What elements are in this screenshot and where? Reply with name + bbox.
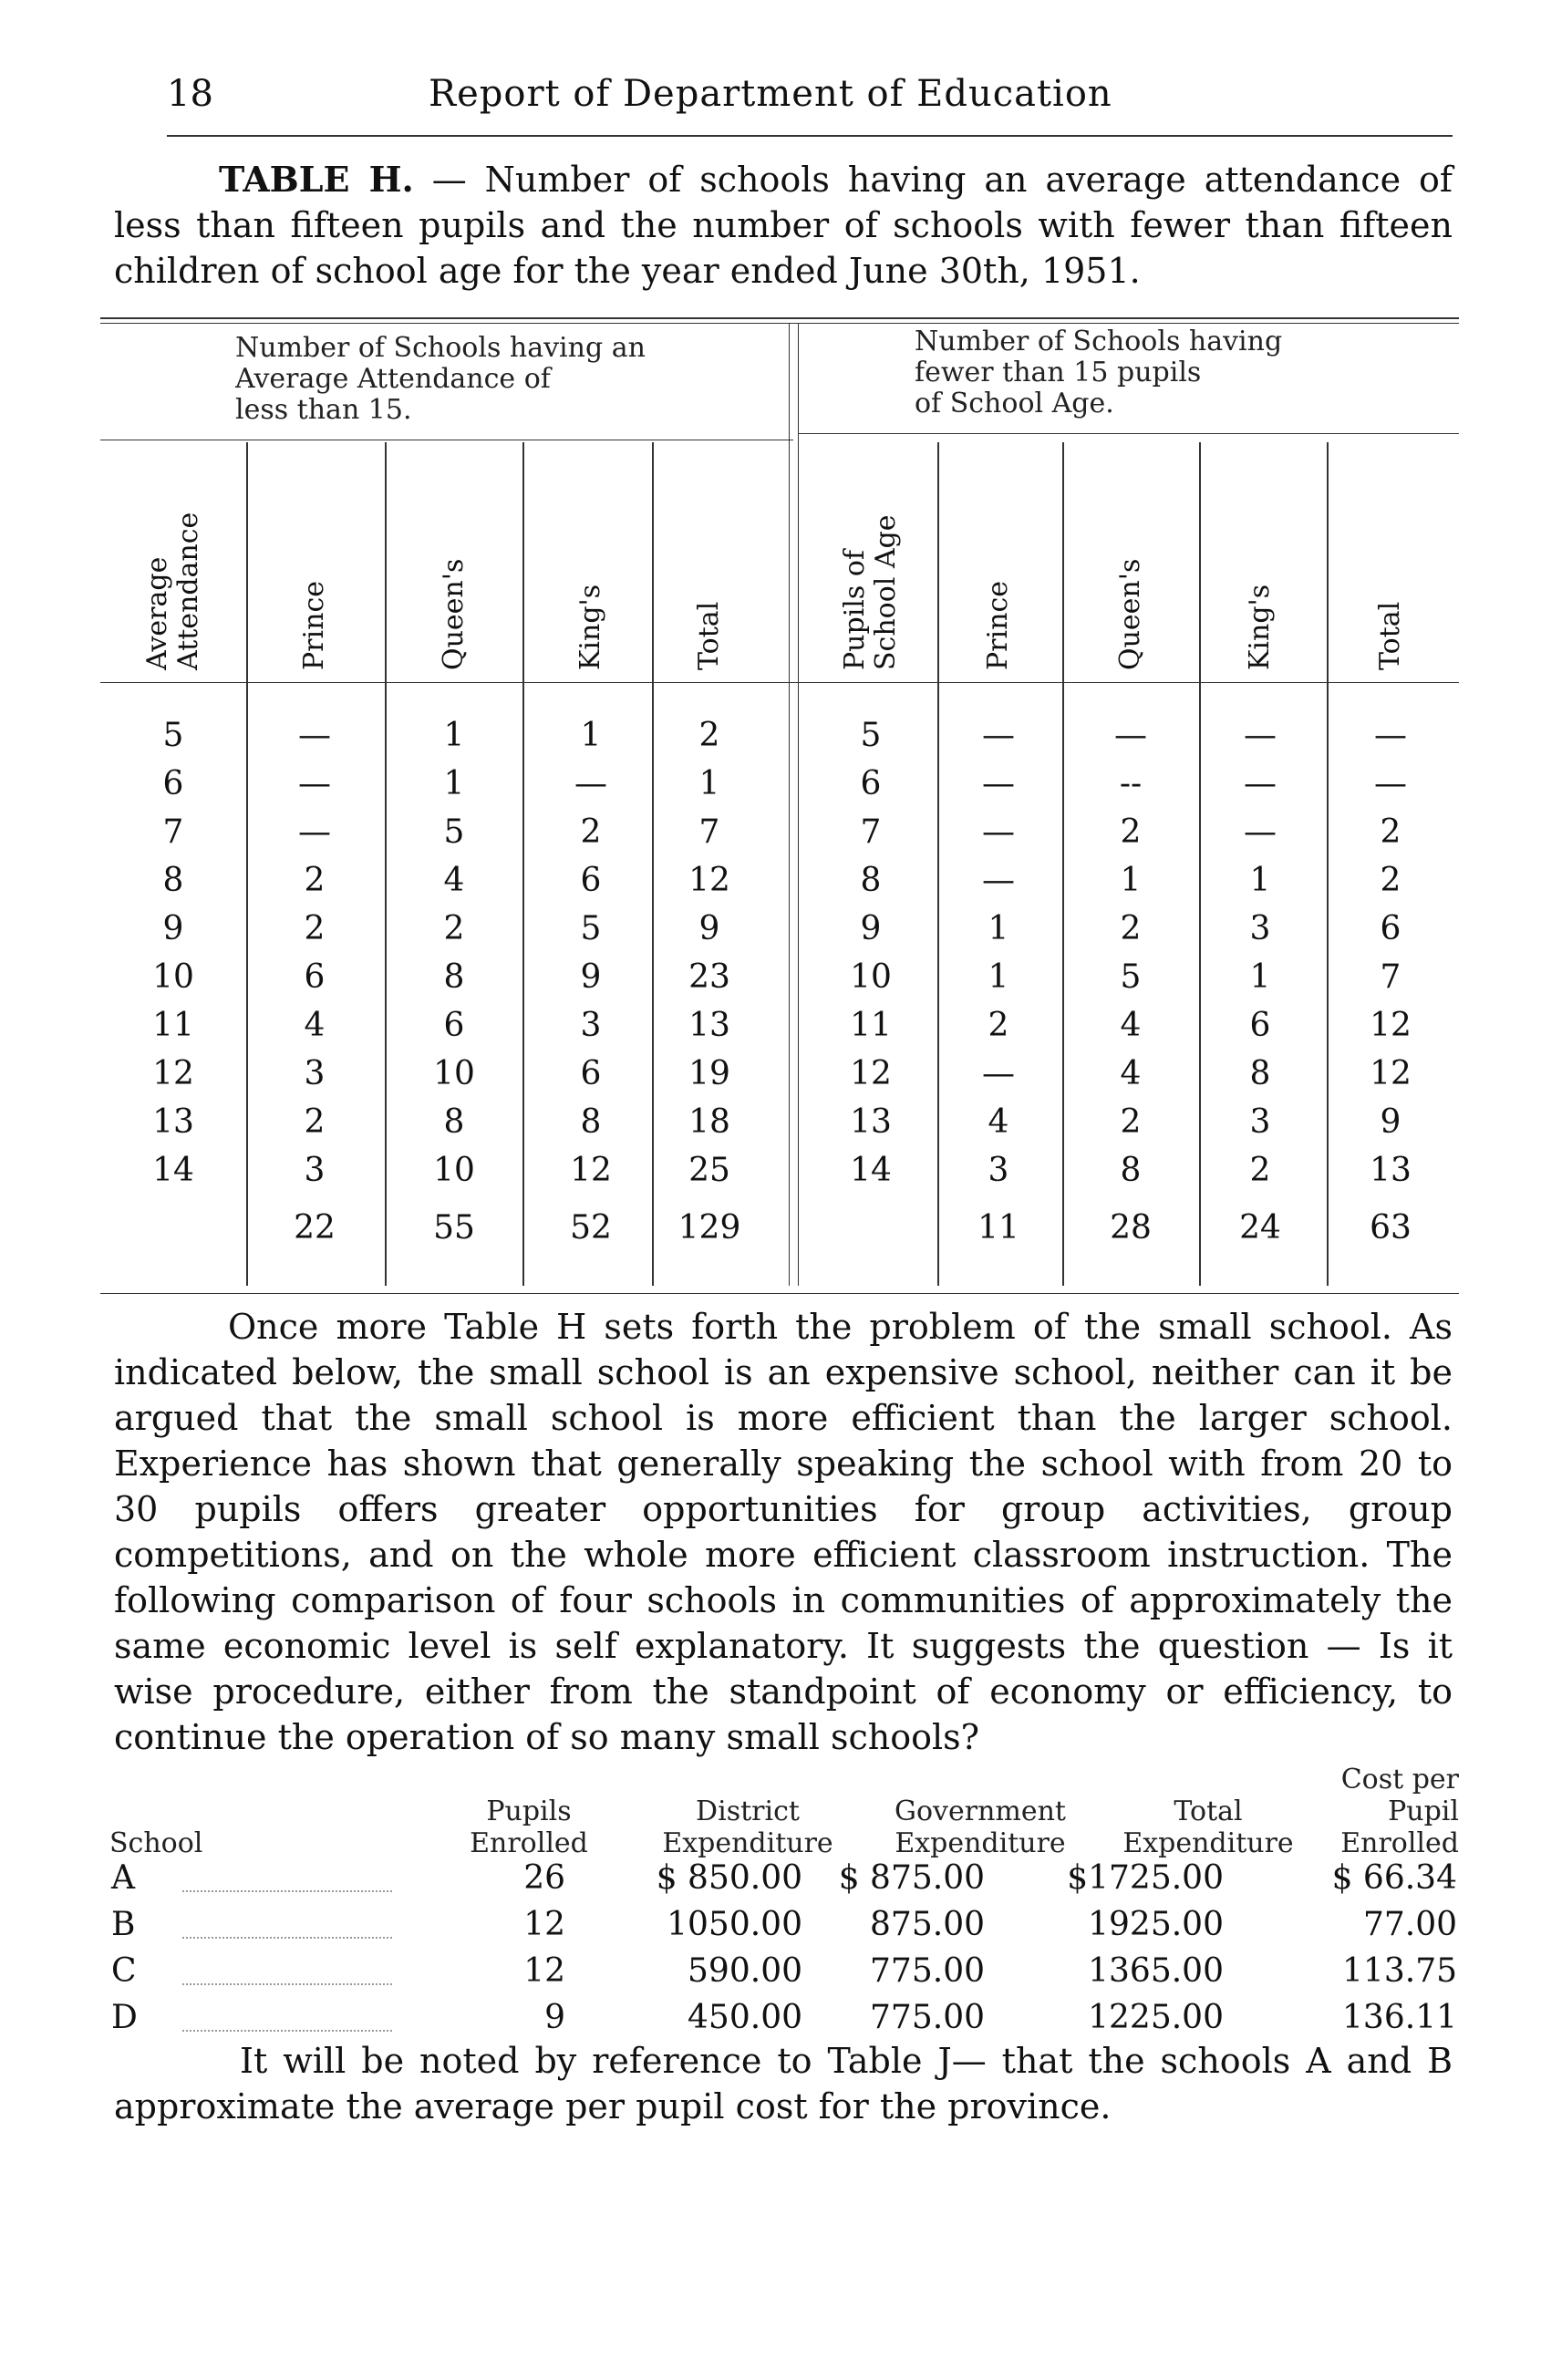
cost-row-government: $ 875.00 <box>838 1859 985 1897</box>
table-cell: 3 <box>304 1152 326 1189</box>
header-district-line-2: Expenditure <box>662 1827 833 1859</box>
table-cell: 2 <box>304 1103 326 1141</box>
total-cell: 24 <box>1239 1209 1281 1247</box>
table-cell: 6 <box>580 1055 602 1092</box>
table-cell: — <box>298 717 331 754</box>
group-left-line-1: Number of Schools having an <box>235 332 646 364</box>
table-cell: 2 <box>304 910 326 947</box>
table-cell: 4 <box>988 1103 1009 1141</box>
table-cell: 8 <box>1120 1152 1142 1189</box>
table-cell: 9 <box>162 910 184 947</box>
table-cell: 5 <box>860 717 882 754</box>
caption-text: — Number of schools having an average attendance of less than fifteen pupils and the number of schools with fewer than fifteen children of school age for the year ended June 30th, 1951. <box>114 160 1453 291</box>
table-cell: 2 <box>1380 862 1401 899</box>
col-header-kings: King's <box>574 584 606 670</box>
cost-row-government: 775.00 <box>870 1999 985 2036</box>
table-cell: — <box>1244 717 1277 754</box>
col-header-prince: Prince <box>298 581 330 670</box>
header-total-line-1: Total <box>1174 1795 1243 1827</box>
table-cell: 12 <box>570 1152 612 1189</box>
cost-row-total: $1725.00 <box>1067 1859 1224 1897</box>
table-cell: 18 <box>688 1103 730 1141</box>
table-cell: 7 <box>860 813 882 851</box>
table-cell: 9 <box>860 910 882 947</box>
table-cell: 14 <box>152 1152 194 1189</box>
table-cell: 3 <box>1249 910 1271 947</box>
table-cell: 2 <box>443 910 465 947</box>
table-cell: -- <box>1119 765 1143 802</box>
group-right-line-2: fewer than 15 pupils <box>915 357 1202 388</box>
total-cell: 129 <box>677 1209 741 1247</box>
table-cell: — <box>1244 765 1277 802</box>
table-cell: — <box>298 813 331 851</box>
table-cell: 1 <box>1249 958 1271 996</box>
page-header <box>0 73 1541 128</box>
table-bottom-rule <box>100 1293 1459 1294</box>
cost-row-school: B <box>111 1906 136 1943</box>
table-cell: 1 <box>988 910 1009 947</box>
table-cell: 2 <box>988 1007 1009 1044</box>
table-cell: 8 <box>1249 1055 1271 1092</box>
cost-row-cost-per-pupil: 136.11 <box>1342 1999 1457 2036</box>
caption-label: TABLE H. <box>219 159 414 200</box>
table-cell: 8 <box>443 958 465 996</box>
total-cell: 28 <box>1110 1209 1152 1247</box>
table-cell: 2 <box>1380 813 1401 851</box>
leader-dots <box>182 1890 392 1892</box>
table-cell: 9 <box>580 958 602 996</box>
table-cell: 9 <box>1380 1103 1401 1141</box>
table-cell: 13 <box>850 1103 892 1141</box>
cost-row-government: 875.00 <box>870 1906 985 1943</box>
table-cell: 10 <box>433 1152 475 1189</box>
header-cost-line-3: Enrolled <box>1340 1827 1459 1859</box>
table-cell: — <box>982 862 1015 899</box>
table-cell: 8 <box>162 862 184 899</box>
leader-dots <box>182 1937 392 1939</box>
col-header-total: Total <box>693 601 725 670</box>
table-cell: — <box>1374 717 1407 754</box>
table-cell: 1 <box>1120 862 1142 899</box>
header-body-rule <box>100 682 1459 683</box>
table-cell: 10 <box>433 1055 475 1092</box>
table-cell: 3 <box>304 1055 326 1092</box>
header-pupils-line-1: Pupils <box>486 1795 572 1827</box>
total-cell: 52 <box>570 1209 612 1247</box>
table-cell: 6 <box>860 765 882 802</box>
cost-row-total: 1225.00 <box>1088 1999 1224 2036</box>
col-header-queens: Queen's <box>438 558 470 670</box>
table-cell: — <box>1114 717 1147 754</box>
table-cell: — <box>298 765 331 802</box>
total-cell: 22 <box>294 1209 336 1247</box>
table-cell: 1 <box>1249 862 1271 899</box>
col-header-average-attendance: Average Attendance <box>141 512 204 670</box>
table-cell: — <box>1374 765 1407 802</box>
table-cell: 12 <box>152 1055 194 1092</box>
header-school: School <box>109 1827 203 1859</box>
table-cell: 8 <box>860 862 882 899</box>
cost-row-school: C <box>111 1952 137 1990</box>
cost-row-district: $ 850.00 <box>656 1859 802 1897</box>
header-cost-line-1: Cost per <box>1340 1764 1459 1795</box>
table-cell: 3 <box>1249 1103 1271 1141</box>
table-cell: 6 <box>162 765 184 802</box>
header-government-line-1: Government <box>895 1795 1066 1827</box>
header-government-line-2: Expenditure <box>895 1827 1066 1859</box>
table-cell: 2 <box>1120 1103 1142 1141</box>
table-cell: 7 <box>698 813 720 851</box>
table-cell: 1 <box>580 717 602 754</box>
header-district-line-1: District <box>696 1795 800 1827</box>
table-cell: 1 <box>988 958 1009 996</box>
column-rule <box>1327 442 1329 1286</box>
table-cell: 2 <box>1249 1152 1271 1189</box>
col-header-prince-2: Prince <box>982 581 1014 670</box>
cost-row-pupils: 9 <box>544 1999 565 2036</box>
cost-row-total: 1925.00 <box>1088 1906 1224 1943</box>
group-header-right <box>915 326 1425 419</box>
cost-row-cost-per-pupil: 77.00 <box>1362 1906 1457 1943</box>
table-cell: 3 <box>580 1007 602 1044</box>
table-cell: 13 <box>688 1007 730 1044</box>
table-cell: 4 <box>443 862 465 899</box>
table-cell: 6 <box>304 958 326 996</box>
col-header-kings-2: King's <box>1244 584 1276 670</box>
total-cell: 63 <box>1370 1209 1412 1247</box>
group-left-line-2: Average Attendance of <box>235 363 551 395</box>
header-total-line-2: Expenditure <box>1122 1827 1294 1859</box>
running-title: Report of Department of Education <box>429 73 1112 115</box>
group-right-line-1: Number of Schools having <box>915 326 1283 357</box>
table-cell: — <box>982 1055 1015 1092</box>
group-right-line-3: of School Age. <box>915 388 1114 419</box>
table-cell: 2 <box>580 813 602 851</box>
group-header-left <box>235 333 782 426</box>
header-pupils-line-2: Enrolled <box>470 1827 588 1859</box>
table-cell: 10 <box>850 958 892 996</box>
table-cell: 2 <box>1120 910 1142 947</box>
table-cell: 5 <box>162 717 184 754</box>
cost-row-district: 590.00 <box>688 1952 802 1990</box>
cost-row-total: 1365.00 <box>1088 1952 1224 1990</box>
table-cell: 7 <box>1380 958 1401 996</box>
group-left-line-3: less than 15. <box>235 394 412 426</box>
table-cell: — <box>1244 813 1277 851</box>
table-cell: 6 <box>1380 910 1401 947</box>
table-cell: 3 <box>988 1152 1009 1189</box>
cost-row-government: 775.00 <box>870 1952 985 1990</box>
table-cell: 8 <box>580 1103 602 1141</box>
column-rule <box>789 324 790 1286</box>
table-cell: 14 <box>850 1152 892 1189</box>
table-cell: 12 <box>850 1055 892 1092</box>
table-cell: — <box>982 765 1015 802</box>
cost-row-school: A <box>111 1859 135 1897</box>
table-cell: 1 <box>443 765 465 802</box>
table-top-rule <box>100 317 1459 319</box>
cost-row-pupils: 12 <box>523 1906 565 1943</box>
total-cell: 11 <box>977 1209 1019 1247</box>
table-cell: — <box>982 717 1015 754</box>
table-cell: 12 <box>1370 1007 1412 1044</box>
table-cell: 13 <box>1370 1152 1412 1189</box>
page-number: 18 <box>167 73 213 115</box>
col-header-pupils-of-school-age: Pupils of School Age <box>839 514 902 670</box>
table-cell: 2 <box>1120 813 1142 851</box>
table-cell: 7 <box>162 813 184 851</box>
table-cell: 12 <box>1370 1055 1412 1092</box>
table-cell: 10 <box>152 958 194 996</box>
table-cell: 4 <box>304 1007 326 1044</box>
cost-row-district: 450.00 <box>688 1999 802 2036</box>
cost-row-cost-per-pupil: 113.75 <box>1342 1952 1457 1990</box>
paragraph-1: Once more Table H sets forth the problem of the small school. As indicated below, the small school is an expensive school, neither can it be argued that the small school is more efficient than the larger school. Experience has shown that generally speaking the school with from 20 to 30 pupils offers greater opportunities for group activities, group competitions, and on the whole more efficient classroom instruction. The following comparison of four schools in communities of approximately the same economic level is self explanatory. It suggests the question — Is it wise procedure, either from the standpoint of economy or efficiency, to continue the operation of so many small schools? <box>114 1307 1453 1757</box>
column-rule <box>798 324 799 1286</box>
cost-row-school: D <box>111 1999 138 2036</box>
leader-dots <box>182 1983 392 1985</box>
table-cell: 9 <box>698 910 720 947</box>
table-cell: 13 <box>152 1103 194 1141</box>
table-cell: 12 <box>688 862 730 899</box>
table-cell: 8 <box>443 1103 465 1141</box>
table-cell: 11 <box>850 1007 892 1044</box>
cost-row-district: 1050.00 <box>667 1906 802 1943</box>
table-cell: 11 <box>152 1007 194 1044</box>
table-cell: 25 <box>688 1152 730 1189</box>
group-right-underline <box>799 433 1459 434</box>
table-cell: 2 <box>698 717 720 754</box>
table-cell: 5 <box>580 910 602 947</box>
paragraph-2: It will be noted by reference to Table J— that the schools A and B approximate the average per pupil cost for the province. <box>114 2041 1453 2126</box>
cost-row-pupils: 12 <box>523 1952 565 1990</box>
table-cell: 4 <box>1120 1007 1142 1044</box>
table-cell: 5 <box>1120 958 1142 996</box>
total-cell: 55 <box>433 1209 475 1247</box>
table-cell: 19 <box>688 1055 730 1092</box>
table-cell: 23 <box>688 958 730 996</box>
table-cell: 5 <box>443 813 465 851</box>
header-cost-line-2: Pupil <box>1388 1795 1459 1827</box>
table-cell: 6 <box>443 1007 465 1044</box>
col-header-total-2: Total <box>1374 601 1406 670</box>
table-h-caption <box>114 157 1453 294</box>
table-cell: 1 <box>698 765 720 802</box>
table-cell: — <box>574 765 607 802</box>
table-top-rule-2 <box>100 323 1459 324</box>
table-cell: 1 <box>443 717 465 754</box>
col-header-queens-2: Queen's <box>1114 558 1146 670</box>
header-rule <box>167 135 1453 137</box>
cost-row-cost-per-pupil: $ 66.34 <box>1331 1859 1457 1897</box>
table-cell: 4 <box>1120 1055 1142 1092</box>
table-cell: 6 <box>1249 1007 1271 1044</box>
leader-dots <box>182 2030 392 2032</box>
table-cell: 2 <box>304 862 326 899</box>
cost-row-pupils: 26 <box>523 1859 565 1897</box>
table-cell: 6 <box>580 862 602 899</box>
table-cell: — <box>982 813 1015 851</box>
